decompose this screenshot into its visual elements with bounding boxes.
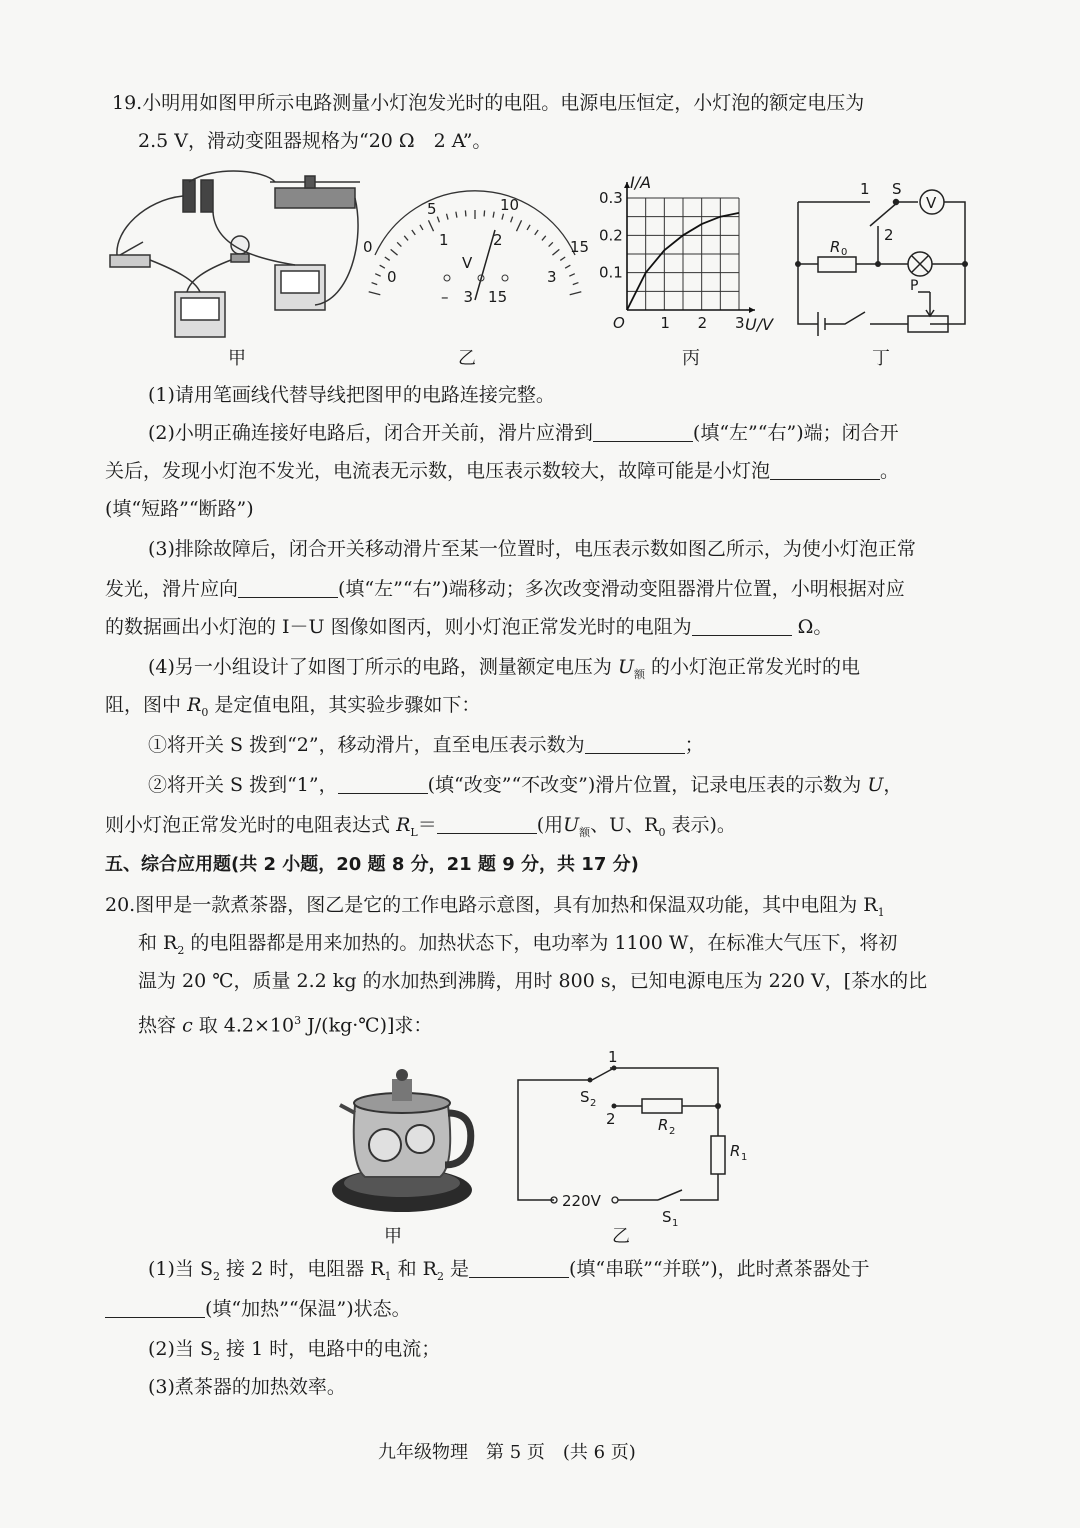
- tea-maker-illustration: [330, 1065, 480, 1215]
- chart-xtick: 1: [660, 314, 670, 332]
- meter-tick: [573, 283, 579, 285]
- chart-ytick: 0.3: [599, 189, 623, 207]
- chart-ytick: 0.2: [599, 226, 623, 245]
- q19-step2: ②将开关 S 拨到“1”， (填“改变”“不改变”)滑片位置，记录电压表的示数为 U，: [148, 774, 903, 796]
- meter-tick: [391, 249, 398, 255]
- meter-tick: [565, 265, 570, 268]
- meter-tick: [527, 225, 530, 230]
- circuit-r2: R: [658, 1116, 669, 1134]
- meter-tick: [535, 230, 538, 235]
- meter-tick: [375, 274, 380, 277]
- meter-lower-3: 3: [547, 268, 557, 286]
- q19-part2-line2: 关后，发现小灯泡不发光，电流表无示数，电压表示数较大，故障可能是小灯泡 。: [105, 460, 900, 482]
- chart-xtick: 3: [735, 314, 745, 332]
- meter-tick: [428, 220, 433, 231]
- q19-step3: 则小灯泡正常发光时的电阻表达式 $R_L=$ (用$U_额$、U、$R_0$ 表示)。: [105, 814, 736, 839]
- blank-20a[interactable]: [469, 1257, 569, 1278]
- meter-tick: [569, 274, 574, 277]
- circuit-220v: 220V: [562, 1192, 601, 1210]
- meter-tick: [369, 292, 381, 295]
- q20-label-jia: 甲: [384, 1226, 402, 1247]
- meter-upper-15: 15: [570, 238, 590, 256]
- ding-switch-s: S: [892, 180, 902, 198]
- q19-part2-line1: (2)小明正确连接好电路后，闭合开关前，滑片应滑到 (填“左”“右”)端；闭合开: [148, 422, 899, 444]
- circuit-r2-sub: 2: [669, 1126, 676, 1137]
- meter-tick: [397, 242, 401, 246]
- label-bing: 丙: [682, 348, 700, 369]
- q20-line1: 20.图甲是一款煮茶器，图乙是它的工作电路示意图，具有加热和保温双功能，其中电阻为 $R_1$: [105, 894, 885, 919]
- q20-part2: (2)当 $S_2$ 接 1 时，电路中的电流；: [148, 1338, 441, 1363]
- meter-tick: [493, 212, 494, 218]
- meter-tick: [456, 212, 457, 218]
- ding-r0-sub: 0: [841, 247, 848, 258]
- circuit-r1: R: [730, 1142, 741, 1160]
- circuit-s2-sub: 2: [590, 1098, 597, 1109]
- label-yi: 乙: [458, 348, 476, 369]
- chart-xlabel: U/V: [745, 315, 774, 334]
- q19-part4-line2: 阻，图中 $R_0$ 是定值电阻，其实验步骤如下：: [105, 694, 481, 719]
- label-ding: 丁: [872, 348, 890, 369]
- meter-tick: [420, 225, 423, 230]
- q19-part3-line2: 发光，滑片应向 (填“左”“右”)端移动；多次改变滑动变阻器滑片位置，小明根据对应: [105, 578, 905, 600]
- q20-circuit: [510, 1040, 750, 1229]
- chart-ytick: 0.1: [599, 263, 623, 282]
- meter-terminals: – 3 15: [441, 288, 508, 306]
- blank-20b[interactable]: [105, 1297, 205, 1318]
- ding-p: P: [910, 278, 919, 294]
- q19-step1: ①将开关 S 拨到“2”，移动滑片，直至电压表示数为 ；: [148, 734, 704, 756]
- meter-tick: [552, 249, 559, 255]
- meter-lower-2: 2: [493, 231, 503, 249]
- page-footer: 九年级物理 第 5 页 (共 6 页): [378, 1442, 636, 1463]
- blank-2b[interactable]: [770, 459, 880, 480]
- blank-3b[interactable]: [692, 615, 792, 636]
- q20-line4: 热容 c 取 $4.2\times 10^3$ J/(kg·℃)]求：: [138, 1014, 433, 1037]
- circuit-s2: S: [580, 1088, 590, 1106]
- blank-4c[interactable]: [437, 813, 537, 834]
- meter-lower-1: 1: [439, 231, 449, 249]
- chart-x-arrow: [749, 307, 755, 313]
- ding-voltmeter-v: V: [926, 194, 937, 212]
- meter-tick: [465, 210, 466, 216]
- meter-tick: [542, 236, 546, 241]
- meter-tick: [511, 217, 513, 223]
- meter-upper-10: 10: [500, 196, 520, 214]
- meter-tick: [385, 257, 390, 260]
- meter-tick: [446, 214, 448, 220]
- blank-3a[interactable]: [238, 577, 338, 598]
- q19-part4-line1: (4)另一小组设计了如图丁所示的电路，测量额定电压为 $U_额$ 的小灯泡正常发光时的电: [148, 656, 861, 681]
- q19-stem-line1: 19.小明用如图甲所示电路测量小灯泡发光时的电阻。电源电压恒定，小灯泡的额定电压为: [112, 92, 865, 114]
- q19-part1: (1)请用笔画线代替导线把图甲的电路连接完整。: [148, 384, 555, 406]
- circuit-s1-sub: 1: [672, 1218, 679, 1229]
- circuit-node-1: 1: [608, 1048, 618, 1066]
- label-jia: 甲: [228, 348, 246, 369]
- q20-part3: (3)煮茶器的加热效率。: [148, 1376, 346, 1398]
- circuit-node-2: 2: [606, 1110, 616, 1128]
- chart-xtick: 2: [697, 314, 708, 332]
- q20-part1-line1: (1)当 $S_2$ 接 2 时，电阻器 $R_1$ 和 $R_2$ 是 (填“串联”“并联”)，此时煮茶器处于: [148, 1258, 870, 1283]
- ding-r0: R: [830, 238, 841, 256]
- ding-node-2: 2: [884, 226, 894, 244]
- circuit-r1-sub: 1: [741, 1152, 748, 1163]
- meter-tick: [560, 257, 565, 260]
- meter-lower-0: 0: [387, 268, 397, 286]
- meter-tick: [549, 242, 553, 246]
- meter-tick: [570, 292, 582, 295]
- meter-upper-0: 0: [363, 238, 373, 256]
- q19-part3-line1: (3)排除故障后，闭合开关移动滑片至某一位置时，电压表示数如图乙所示，为使小灯泡正常: [148, 538, 916, 560]
- chart-ylabel: I/A: [630, 173, 652, 192]
- meter-tick: [437, 217, 439, 223]
- section-5-heading: 五、综合应用题(共 2 小题，20 题 8 分，21 题 9 分，共 17 分): [105, 854, 639, 875]
- q19-part3-line3: 的数据画出小灯泡的 I－U 图像如图丙，则小灯泡正常发光时的电阻为 Ω。: [105, 616, 833, 638]
- q20-part1-line2: (填“加热”“保温”)状态。: [105, 1296, 411, 1322]
- blank-4a[interactable]: [585, 733, 685, 754]
- blank-2a[interactable]: [593, 421, 693, 442]
- meter-tick: [380, 265, 385, 268]
- meter-tick: [412, 230, 415, 235]
- blank-4b[interactable]: [338, 773, 428, 794]
- q20-line2: 和 $R_2$ 的电阻器都是用来加热的。加热状态下，电功率为 1100 W，在标准大气压下，将初: [138, 932, 898, 957]
- figure-jia-apparatus: [105, 170, 355, 345]
- chart-xtick: O: [613, 314, 625, 332]
- q20-line3: 温为 20 ℃，质量 2.2 kg 的水加热到沸腾，用时 800 s，已知电源电压为 220 V，[茶水的比: [138, 970, 928, 992]
- meter-upper-5: 5: [427, 200, 437, 218]
- q19-part2-line3: (填“短路”“断路”): [105, 498, 254, 520]
- q20-label-yi: 乙: [612, 1226, 630, 1247]
- meter-tick: [516, 220, 521, 231]
- figure-ding-circuit: [790, 182, 980, 332]
- meter-tick: [404, 236, 408, 241]
- figure-bing-iu-graph: [595, 172, 785, 332]
- ding-node-1: 1: [860, 180, 870, 198]
- q19-stem-line2: 2.5 V，滑动变阻器规格为“20 Ω 2 A”。: [138, 130, 492, 152]
- meter-tick: [502, 214, 504, 220]
- meter-unit: V: [462, 254, 473, 272]
- figure-yi-voltmeter: [355, 190, 595, 310]
- meter-tick: [484, 210, 485, 216]
- circuit-s1: S: [662, 1208, 672, 1226]
- meter-tick: [372, 283, 378, 285]
